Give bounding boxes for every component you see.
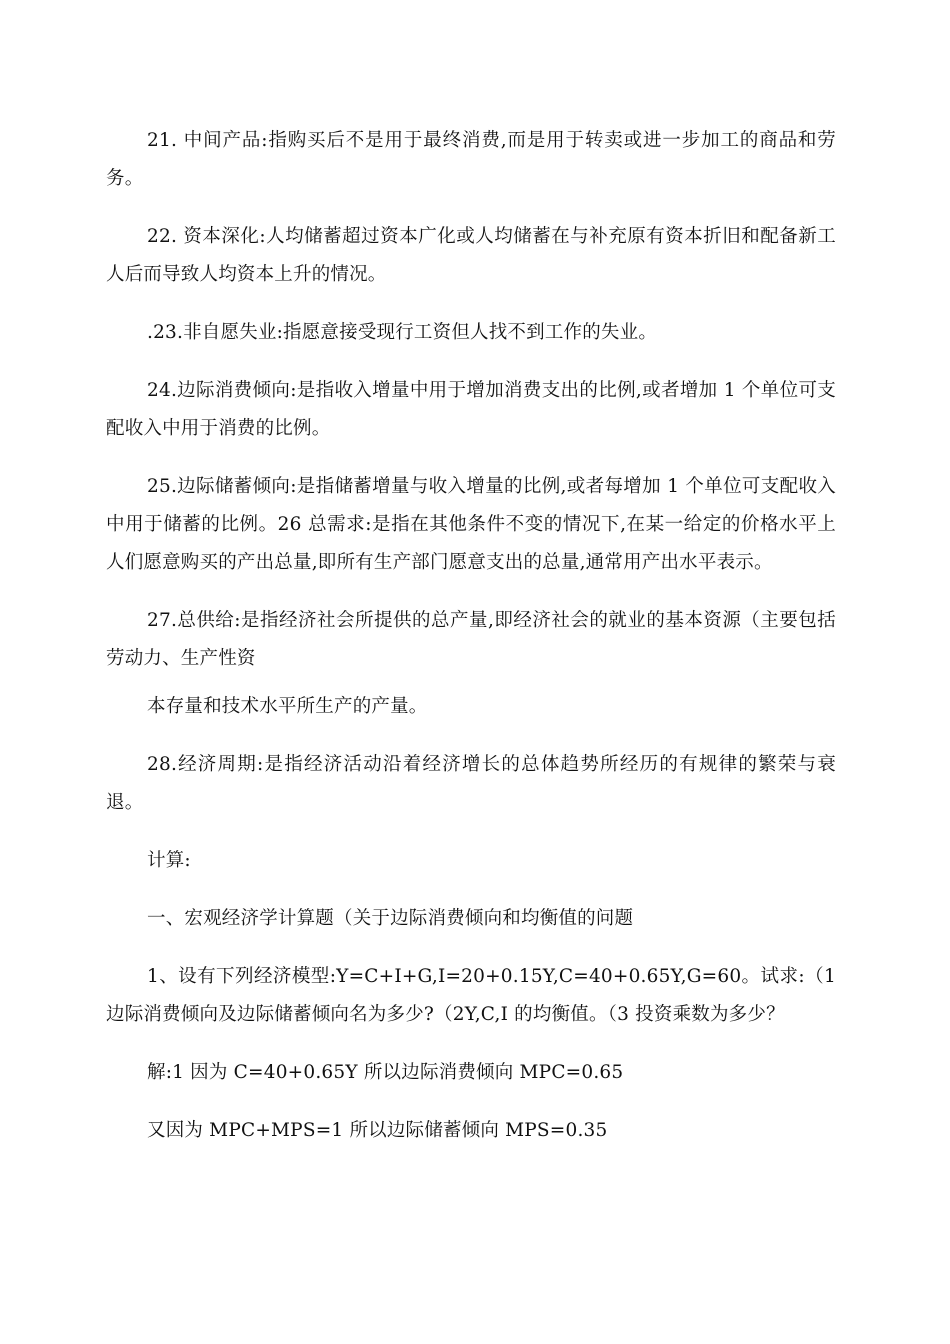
paragraph-aggregate-supply-cont: 本存量和技术水平所生产的产量。	[147, 696, 428, 717]
paragraph-involuntary-unemployment: .23.非自愿失业:指愿意接受现行工资但人找不到工作的失业。	[147, 322, 658, 343]
heading-section-one: 一、宏观经济学计算题（关于边际消费倾向和均衡值的问题	[147, 908, 634, 929]
paragraph-mpc: 24.边际消费倾向:是指收入增量中用于增加消费支出的比例,或者增加 1 个单位可支配收入中用于消费的比例。	[106, 380, 836, 439]
paragraph-business-cycle: 28.经济周期:是指经济活动沿着经济增长的总体趋势所经历的有规律的繁荣与衰退。	[106, 754, 836, 813]
answer-line-one: 解:1 因为 C=40+0.65Y 所以边际消费倾向 MPC=0.65	[147, 1062, 624, 1083]
paragraph-capital-deepening: 22. 资本深化:人均储蓄超过资本广化或人均储蓄在与补充原有资本折旧和配备新工人后而导致人均资本上升的情况。	[106, 226, 836, 285]
document-body	[106, 122, 836, 1170]
answer-line-two: 又因为 MPC+MPS=1 所以边际储蓄倾向 MPS=0.35	[147, 1120, 608, 1141]
heading-calculation: 计算:	[147, 850, 191, 871]
paragraph-aggregate-supply: 27.总供给:是指经济社会所提供的总产量,即经济社会的就业的基本资源（主要包括劳动力、生产性资	[106, 610, 836, 669]
paragraph-intermediate-goods: 21. 中间产品:指购买后不是用于最终消费,而是用于转卖或进一步加工的商品和劳务。	[106, 130, 836, 189]
paragraph-mps-aggregate-demand: 25.边际储蓄倾向:是指储蓄增量与收入增量的比例,或者每增加 1 个单位可支配收入中用于储蓄的比例。26 总需求:是指在其他条件不变的情况下,在某一给定的价格水平上人们愿意购买的产出总量,即所有生产部门愿意支出的总量,通常用产出水平表示。	[106, 476, 836, 573]
question-one: 1、设有下列经济模型:Y=C+I+G,I=20+0.15Y,C=40+0.65Y,G=60。试求:（1 边际消费倾向及边际储蓄倾向名为多少?（2Y,C,I 的均衡值。（3 投资乘数为多少？	[106, 966, 836, 1025]
